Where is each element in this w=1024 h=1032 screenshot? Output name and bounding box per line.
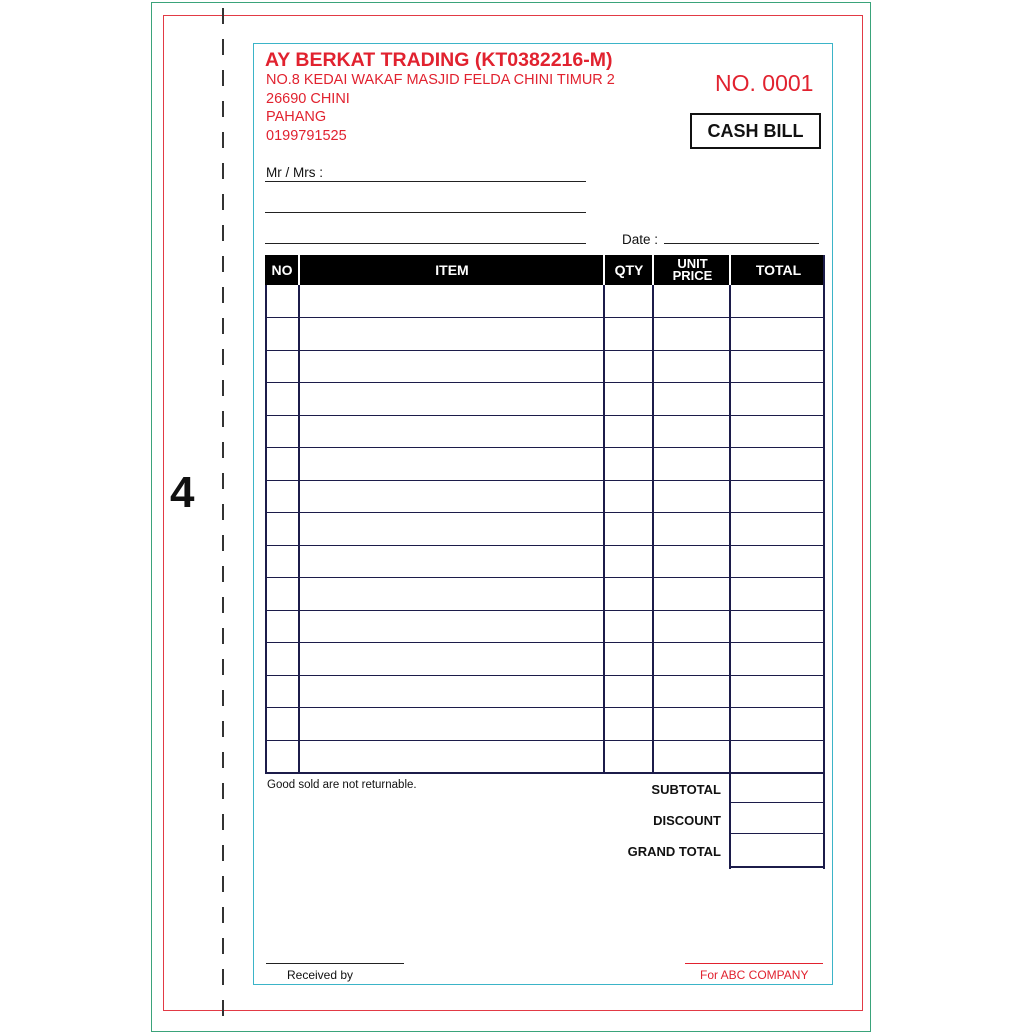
company-address-line: 26690 CHINI [266, 91, 350, 107]
table-row [265, 350, 825, 351]
perforation-mark [222, 411, 224, 427]
header-qty: QTY [614, 262, 644, 278]
bill-type-label: CASH BILL [707, 120, 804, 141]
header-no: NO [271, 262, 293, 278]
grand-total-double-line [730, 866, 825, 867]
perforation-mark [222, 256, 224, 272]
header-unit-price [655, 255, 730, 285]
header-total: TOTAL [755, 262, 802, 278]
for-company-label: For ABC COMPANY [700, 968, 809, 982]
perforation-mark [222, 287, 224, 303]
column-divider [298, 285, 300, 774]
column-divider [603, 285, 605, 774]
perforation-mark [222, 690, 224, 706]
discount-label: DISCOUNT [653, 813, 721, 828]
page-number: 4 [170, 468, 195, 517]
bill-number: NO. 0001 [715, 70, 814, 96]
perforation-mark [222, 845, 224, 861]
perforation-mark [222, 8, 224, 24]
perforation-mark [222, 318, 224, 334]
perforation-mark [222, 225, 224, 241]
company-signature-line[interactable] [685, 963, 823, 964]
perforation-mark [222, 349, 224, 365]
perforation-mark [222, 814, 224, 830]
perforation-mark [222, 39, 224, 55]
perforation-mark [222, 566, 224, 582]
table-row [265, 480, 825, 481]
perforation-mark [222, 132, 224, 148]
perforation-mark [222, 752, 224, 768]
date-field[interactable] [664, 243, 819, 244]
table-row [265, 707, 825, 708]
perforation-mark [222, 597, 224, 613]
table-row [265, 610, 825, 611]
perforation-mark [222, 504, 224, 520]
table-row [265, 545, 825, 546]
subtotal-label: SUBTOTAL [651, 782, 721, 797]
perforation-mark [222, 194, 224, 210]
perforation-mark [222, 969, 224, 985]
customer-name-label: Mr / Mrs : [266, 165, 323, 180]
received-by-label: Received by [287, 968, 354, 982]
perforation-mark [222, 101, 224, 117]
perforation-mark [222, 783, 224, 799]
table-row [265, 415, 825, 416]
grand-total-label: GRAND TOTAL [627, 844, 721, 859]
table-left-edge [265, 285, 267, 774]
perforation-mark [222, 70, 224, 86]
perforation-mark [222, 659, 224, 675]
bill-type-box [690, 113, 821, 149]
perforation-mark [222, 721, 224, 737]
table-row [265, 740, 825, 741]
perforation-mark [222, 628, 224, 644]
company-address-line: PAHANG [266, 109, 327, 125]
date-label: Date : [622, 232, 659, 247]
perforation-mark [222, 1000, 224, 1016]
customer-address-field[interactable] [265, 212, 586, 213]
customer-address-field-2[interactable] [265, 243, 586, 244]
perforation-mark [222, 907, 224, 923]
perforation-mark [222, 380, 224, 396]
table-header [265, 255, 825, 285]
company-address-line: NO.8 KEDAI WAKAF MASJID FELDA CHINI TIMUR 2 [266, 72, 615, 88]
perforation-mark [222, 442, 224, 458]
customer-name-field[interactable] [265, 181, 586, 182]
grand-total-field[interactable] [730, 834, 825, 868]
received-by-signature-line[interactable] [266, 963, 404, 964]
table-row [265, 512, 825, 513]
table-row [265, 675, 825, 676]
perforation-mark [222, 535, 224, 551]
company-phone: 0199791525 [266, 128, 347, 144]
header-unit-price-line1: UNIT [677, 256, 708, 271]
perforation-mark [222, 876, 224, 892]
perforation-mark [222, 938, 224, 954]
column-divider [652, 285, 654, 774]
returns-note: Good sold are not returnable. [267, 779, 417, 791]
header-unit-price-line2: PRICE [672, 268, 713, 283]
header-item: ITEM [435, 262, 469, 278]
table-row [265, 642, 825, 643]
company-name: AY BERKAT TRADING (KT0382216-M) [265, 49, 613, 71]
table-row [265, 317, 825, 318]
table-row [265, 382, 825, 383]
discount-field[interactable] [730, 803, 825, 834]
perforation-mark [222, 163, 224, 179]
table-row [265, 577, 825, 578]
subtotal-field[interactable] [730, 772, 825, 803]
perforation-mark [222, 473, 224, 489]
table-row [265, 447, 825, 448]
